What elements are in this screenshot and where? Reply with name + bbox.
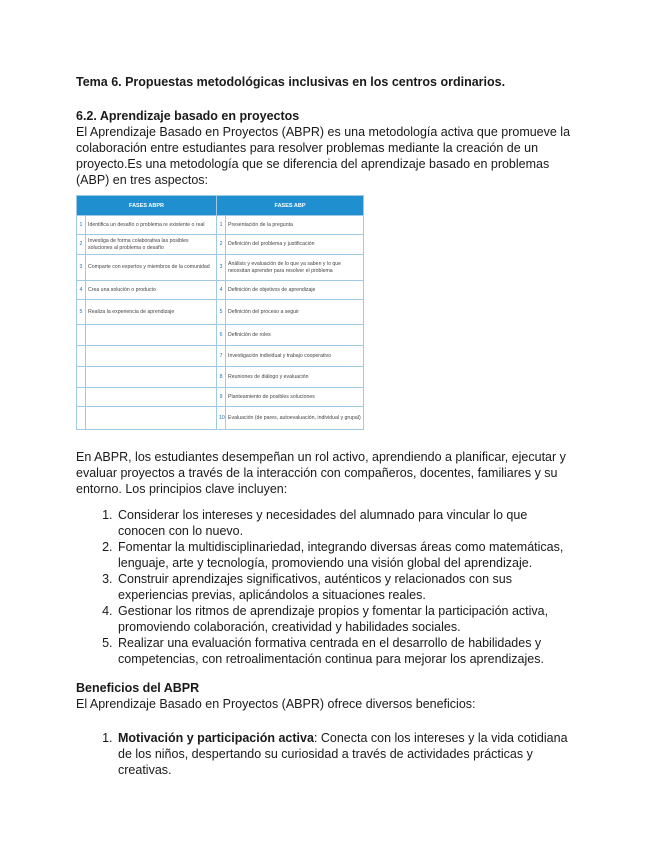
table-row [77, 235, 364, 255]
phase-number-abpr [77, 388, 86, 407]
phase-abp: Planteamiento de posibles soluciones [226, 388, 364, 407]
phases-table-body [77, 216, 364, 430]
table-row [77, 388, 364, 407]
list-item: 3. Construir aprendizajes significativos, auténticos y relacionados con sus experiencias previas, aplicándolos a situaciones reales. [116, 571, 576, 603]
roles-paragraph: En ABPR, los estudiantes desempeñan un rol activo, aprendiendo a planificar, ejecutar y evaluar proyectos a través de la interacción con compañeros, docentes, familiares y su entorno. Los principios clave incluyen: [76, 450, 566, 496]
phase-number-abpr: 4 [77, 281, 86, 300]
phase-number-abpr [77, 407, 86, 430]
phase-number-abpr [77, 367, 86, 388]
phase-abpr: Investiga de forma colaborativa las posibles soluciones al problema o desafío [86, 235, 217, 255]
phases-table-figure [76, 195, 576, 430]
phase-abpr [86, 346, 217, 367]
list-item: 4. Gestionar los ritmos de aprendizaje propios y fomentar la participación activa, promoviendo colaboración, creatividad y habilidades sociales. [116, 603, 576, 635]
phase-abp: Reuniones de diálogo y evaluación [226, 367, 364, 388]
phase-abp: Definición del proceso a seguir [226, 300, 364, 325]
principles-list [76, 507, 576, 667]
phase-number-abp: 1 [217, 216, 226, 235]
phase-number-abp: 10 [217, 407, 226, 430]
phase-number-abp: 8 [217, 367, 226, 388]
document-page [76, 74, 576, 778]
phase-abpr [86, 388, 217, 407]
benefit-text: : Conecta con los intereses y la vida cotidiana de los niños, despertando su curiosidad a través de actividades prácticas y creativas. [118, 731, 568, 777]
phase-number-abpr [77, 325, 86, 346]
col-header-abpr: FASES ABPR [77, 196, 217, 216]
phase-number-abp: 6 [217, 325, 226, 346]
phase-number-abp: 7 [217, 346, 226, 367]
phase-number-abp: 5 [217, 300, 226, 325]
table-row [77, 367, 364, 388]
phase-abpr: Identifica un desafío o problema re existente o real [86, 216, 217, 235]
benefits-intro: El Aprendizaje Basado en Proyectos (ABPR) ofrece diversos beneficios: [76, 697, 476, 711]
section-heading: 6.2. Aprendizaje basado en proyectos [76, 109, 300, 123]
phase-abpr [86, 367, 217, 388]
phase-number-abp: 2 [217, 235, 226, 255]
phase-number-abpr: 2 [77, 235, 86, 255]
list-item: 2. Fomentar la multidisciplinariedad, integrando diversas áreas como matemáticas, lenguaje, arte y tecnología, promoviendo una visión global del aprendizaje. [116, 539, 576, 571]
phase-abp: Definición de roles [226, 325, 364, 346]
phase-abpr [86, 325, 217, 346]
phase-abp: Definición del problema y justificación [226, 235, 364, 255]
phase-abp: Análisis y evaluación de lo que ya saben y lo que necesitan aprender para resolver el problema [226, 255, 364, 281]
phase-abp: Investigación individual y trabajo cooperativo [226, 346, 364, 367]
list-item: 1. Considerar los intereses y necesidades del alumnado para vincular lo que conocen con lo nuevo. [116, 507, 576, 539]
phase-abpr: Crea una solución o producto [86, 281, 217, 300]
list-item: 5. Realizar una evaluación formativa centrada en el desarrollo de habilidades y competencias, con retroalimentación continua para mejorar los aprendizajes. [116, 635, 576, 667]
table-row [77, 325, 364, 346]
table-row [77, 216, 364, 235]
phase-abp: Presentación de la pregunta [226, 216, 364, 235]
phase-number-abpr: 1 [77, 216, 86, 235]
table-row [77, 281, 364, 300]
list-item [116, 730, 576, 778]
phase-number-abpr: 5 [77, 300, 86, 325]
table-row [77, 300, 364, 325]
phase-number-abp: 9 [217, 388, 226, 407]
col-header-abp: FASES ABP [217, 196, 364, 216]
phase-abp: Evaluación (de pares, autoevaluación, individual y grupal) [226, 407, 364, 430]
phase-abpr: Realiza la experiencia de aprendizaje [86, 300, 217, 325]
table-row [77, 407, 364, 430]
table-row [77, 255, 364, 281]
phase-abpr: Comparte con expertos y miembros de la comunidad [86, 255, 217, 281]
phase-number-abpr: 3 [77, 255, 86, 281]
phases-table [76, 195, 364, 430]
phase-number-abp: 3 [217, 255, 226, 281]
table-row [77, 346, 364, 367]
benefit-lead: Motivación y participación activa [118, 731, 314, 745]
phase-abpr [86, 407, 217, 430]
phase-abp: Definición de objetivos de aprendizaje [226, 281, 364, 300]
benefits-list [76, 730, 576, 778]
phase-number-abpr [77, 346, 86, 367]
benefits-heading: Beneficios del ABPR [76, 681, 200, 695]
intro-paragraph: El Aprendizaje Basado en Proyectos (ABPR) es una metodología activa que promueve la colaboración entre estudiantes para resolver problemas mediante la creación de un proyecto.Es una metodología que se diferencia del aprendizaje basado en problemas (ABP) en tres aspectos: [76, 125, 571, 187]
phase-number-abp: 4 [217, 281, 226, 300]
document-title: Tema 6. Propuestas metodológicas inclusivas en los centros ordinarios. [76, 75, 506, 89]
